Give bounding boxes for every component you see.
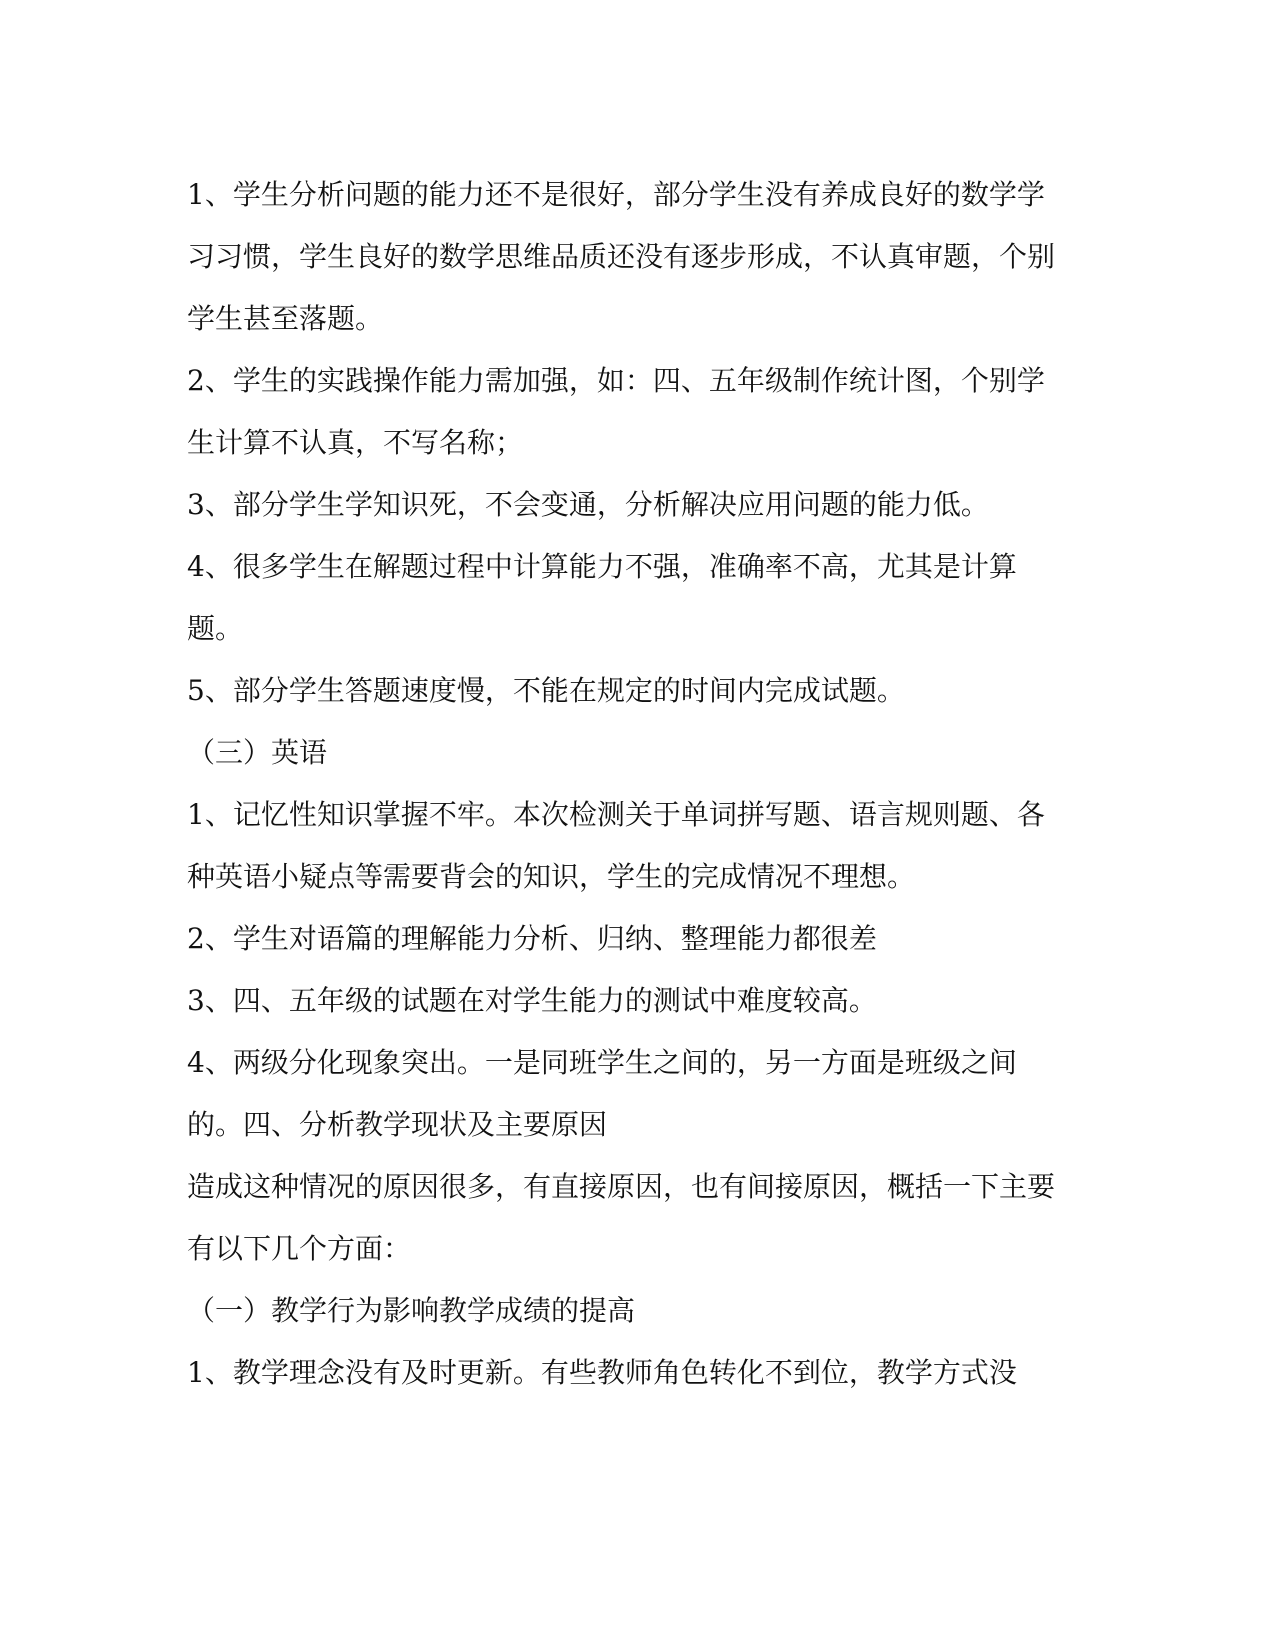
paragraph-english-2: 2、学生对语篇的理解能力分析、归纳、整理能力都很差 xyxy=(187,922,877,955)
paragraph-math-1: 1、学生分析问题的能力还不是很好，部分学生没有养成良好的数学学习习惯，学生良好的数学思维品质还没有逐步形成，不认真审题，个别学生甚至落题。 xyxy=(187,178,1056,335)
section-heading-teaching-behavior: （一）教学行为影响教学成绩的提高 xyxy=(187,1294,636,1327)
paragraph-english-4: 4、两级分化现象突出。一是同班学生之间的，另一方面是班级之间的。四、分析教学现状及主要原因 xyxy=(187,1046,1017,1141)
document-body xyxy=(187,164,1067,1404)
paragraph-math-4: 4、很多学生在解题过程中计算能力不强，准确率不高，尤其是计算题。 xyxy=(187,550,1017,645)
paragraph-math-5: 5、部分学生答题速度慢，不能在规定的时间内完成试题。 xyxy=(187,674,905,707)
paragraph-math-2: 2、学生的实践操作能力需加强，如：四、五年级制作统计图，个别学生计算不认真，不写名称； xyxy=(187,364,1045,459)
paragraph-teaching-1: 1、教学理念没有及时更新。有些教师角色转化不到位，教学方式没 xyxy=(187,1356,1017,1389)
paragraph-english-3: 3、四、五年级的试题在对学生能力的测试中难度较高。 xyxy=(187,984,877,1017)
paragraph-causes-intro: 造成这种情况的原因很多，有直接原因，也有间接原因，概括一下主要有以下几个方面： xyxy=(187,1170,1056,1265)
paragraph-english-1: 1、记忆性知识掌握不牢。本次检测关于单词拼写题、语言规则题、各种英语小疑点等需要背会的知识，学生的完成情况不理想。 xyxy=(187,798,1045,893)
paragraph-math-3: 3、部分学生学知识死，不会变通，分析解决应用问题的能力低。 xyxy=(187,488,989,521)
section-heading-english: （三）英语 xyxy=(187,736,328,769)
